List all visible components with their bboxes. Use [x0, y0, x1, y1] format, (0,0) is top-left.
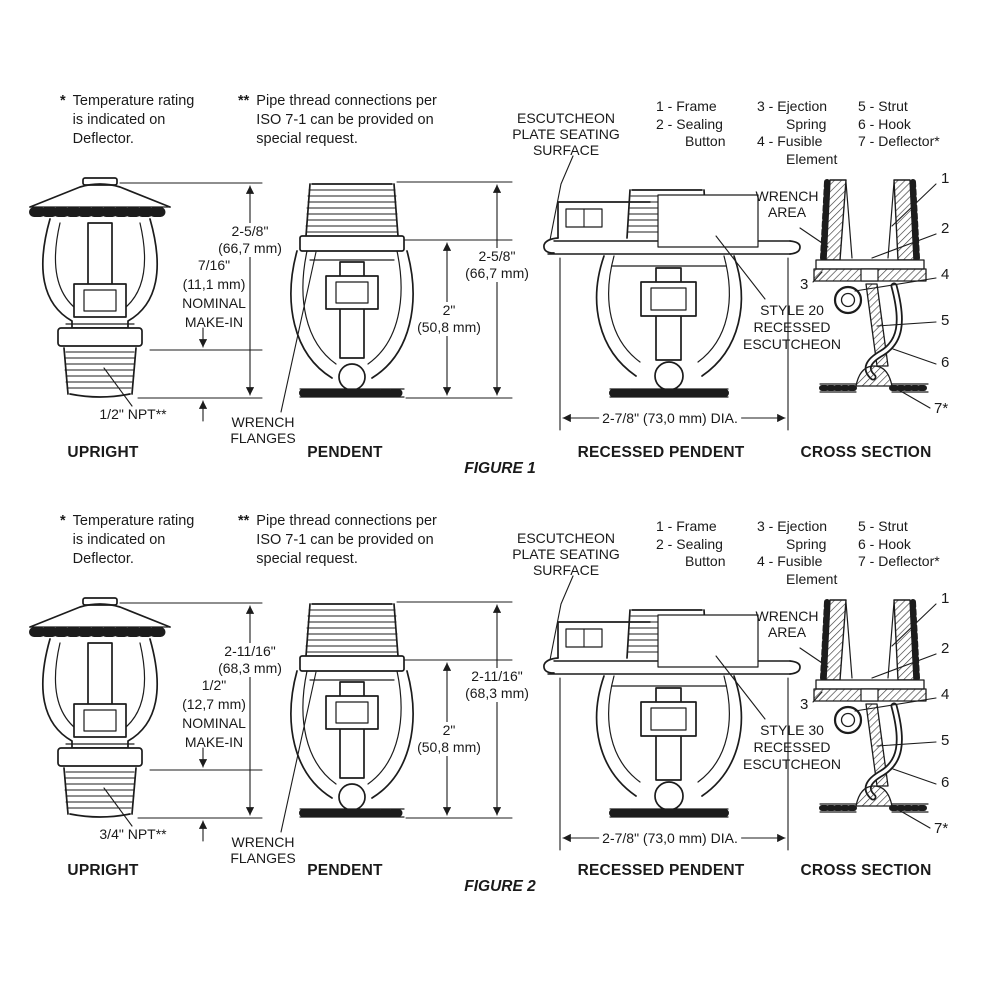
pipe-thread-note	[238, 512, 437, 569]
callout-1: 1	[941, 590, 950, 607]
double-asterisk: **	[238, 93, 250, 109]
escutcheon-seating-label: ESCUTCHEON PLATE SEATING SURFACE	[512, 110, 620, 158]
callout-3: 3	[800, 696, 809, 713]
pendent-overall-dimension: 2-5/8" (66,7 mm)	[462, 248, 532, 282]
legend-column-1: 1 - Frame 2 - Sealing Button	[656, 98, 726, 149]
legend-column-1: 1 - Frame 2 - Sealing Button	[656, 518, 726, 569]
note-line: Pipe thread connections per	[256, 513, 437, 529]
asterisk: *	[60, 513, 66, 529]
caption-upright: UPRIGHT	[67, 862, 139, 879]
callout-5: 5	[941, 312, 950, 329]
temperature-note	[60, 512, 194, 569]
caption-recessed-pendent: RECESSED PENDENT	[577, 862, 745, 879]
caption-cross-section: CROSS SECTION	[800, 444, 932, 461]
callout-2: 2	[941, 220, 950, 237]
callout-5: 5	[941, 732, 950, 749]
callout-4: 4	[941, 686, 950, 703]
callout-7: 7*	[934, 820, 949, 837]
upright-overall-dimension: 2-11/16" (68,3 mm)	[215, 643, 285, 677]
legend-column-2: 3 - Ejection Spring 4 - Fusible Element	[757, 98, 838, 167]
temperature-note	[60, 92, 194, 149]
caption-cross-section: CROSS SECTION	[800, 862, 932, 879]
note-line: Temperature rating	[72, 513, 195, 529]
escutcheon-style-label: STYLE 30 RECESSED ESCUTCHEON	[742, 722, 842, 772]
caption-upright: UPRIGHT	[67, 444, 139, 461]
legend-column-3: 5 - Strut 6 - Hook 7 - Deflector*	[858, 518, 940, 569]
wrench-area-label: WRENCH AREA	[755, 608, 819, 640]
pendent-depth-dimension: 2" (50,8 mm)	[414, 722, 484, 756]
note-line: special request.	[256, 131, 358, 147]
note-line: Deflector.	[72, 131, 134, 147]
recessed-diameter-dimension: 2-7/8" (73,0 mm) DIA.	[599, 410, 741, 427]
npt-thread-label: 1/2" NPT**	[99, 406, 167, 422]
figure-2	[0, 508, 1000, 928]
callout-3: 3	[800, 276, 809, 293]
pendent-depth-dimension: 2" (50,8 mm)	[414, 302, 484, 336]
legend-column-2: 3 - Ejection Spring 4 - Fusible Element	[757, 518, 838, 587]
note-line: ISO 7-1 can be provided on	[256, 532, 434, 548]
pendent-overall-dimension: 2-11/16" (68,3 mm)	[462, 668, 532, 702]
caption-pendent: PENDENT	[307, 862, 383, 879]
callout-1: 1	[941, 170, 950, 187]
asterisk: *	[60, 93, 66, 109]
note-line: Temperature rating	[72, 93, 195, 109]
callout-4: 4	[941, 266, 950, 283]
note-line: is indicated on	[72, 532, 166, 548]
escutcheon-seating-label: ESCUTCHEON PLATE SEATING SURFACE	[512, 530, 620, 578]
caption-recessed-pendent: RECESSED PENDENT	[577, 444, 745, 461]
callout-6: 6	[941, 774, 950, 791]
escutcheon-style-label: STYLE 20 RECESSED ESCUTCHEON	[742, 302, 842, 352]
upright-overall-dimension: 2-5/8" (66,7 mm)	[215, 223, 285, 257]
recessed-diameter-dimension: 2-7/8" (73,0 mm) DIA.	[599, 830, 741, 847]
figure-title: FIGURE 1	[464, 460, 536, 477]
double-asterisk: **	[238, 513, 250, 529]
note-line: Deflector.	[72, 551, 134, 567]
caption-pendent: PENDENT	[307, 444, 383, 461]
note-line: ISO 7-1 can be provided on	[256, 112, 434, 128]
nominal-make-in-dimension: 7/16" (11,1 mm) NOMINAL MAKE-IN	[182, 257, 246, 330]
callout-7: 7*	[934, 400, 949, 417]
figure-1	[0, 88, 1000, 508]
callout-6: 6	[941, 354, 950, 371]
figure-title: FIGURE 2	[464, 878, 536, 895]
note-line: special request.	[256, 551, 358, 567]
pipe-thread-note	[238, 92, 437, 149]
callout-2: 2	[941, 640, 950, 657]
nominal-make-in-dimension: 1/2" (12,7 mm) NOMINAL MAKE-IN	[182, 677, 246, 750]
note-line: Pipe thread connections per	[256, 93, 437, 109]
legend-column-3: 5 - Strut 6 - Hook 7 - Deflector*	[858, 98, 940, 149]
note-line: is indicated on	[72, 112, 166, 128]
wrench-flanges-label: WRENCH FLANGES	[230, 834, 296, 866]
wrench-flanges-label: WRENCH FLANGES	[230, 414, 296, 446]
npt-thread-label: 3/4" NPT**	[99, 826, 167, 842]
wrench-area-label: WRENCH AREA	[755, 188, 819, 220]
